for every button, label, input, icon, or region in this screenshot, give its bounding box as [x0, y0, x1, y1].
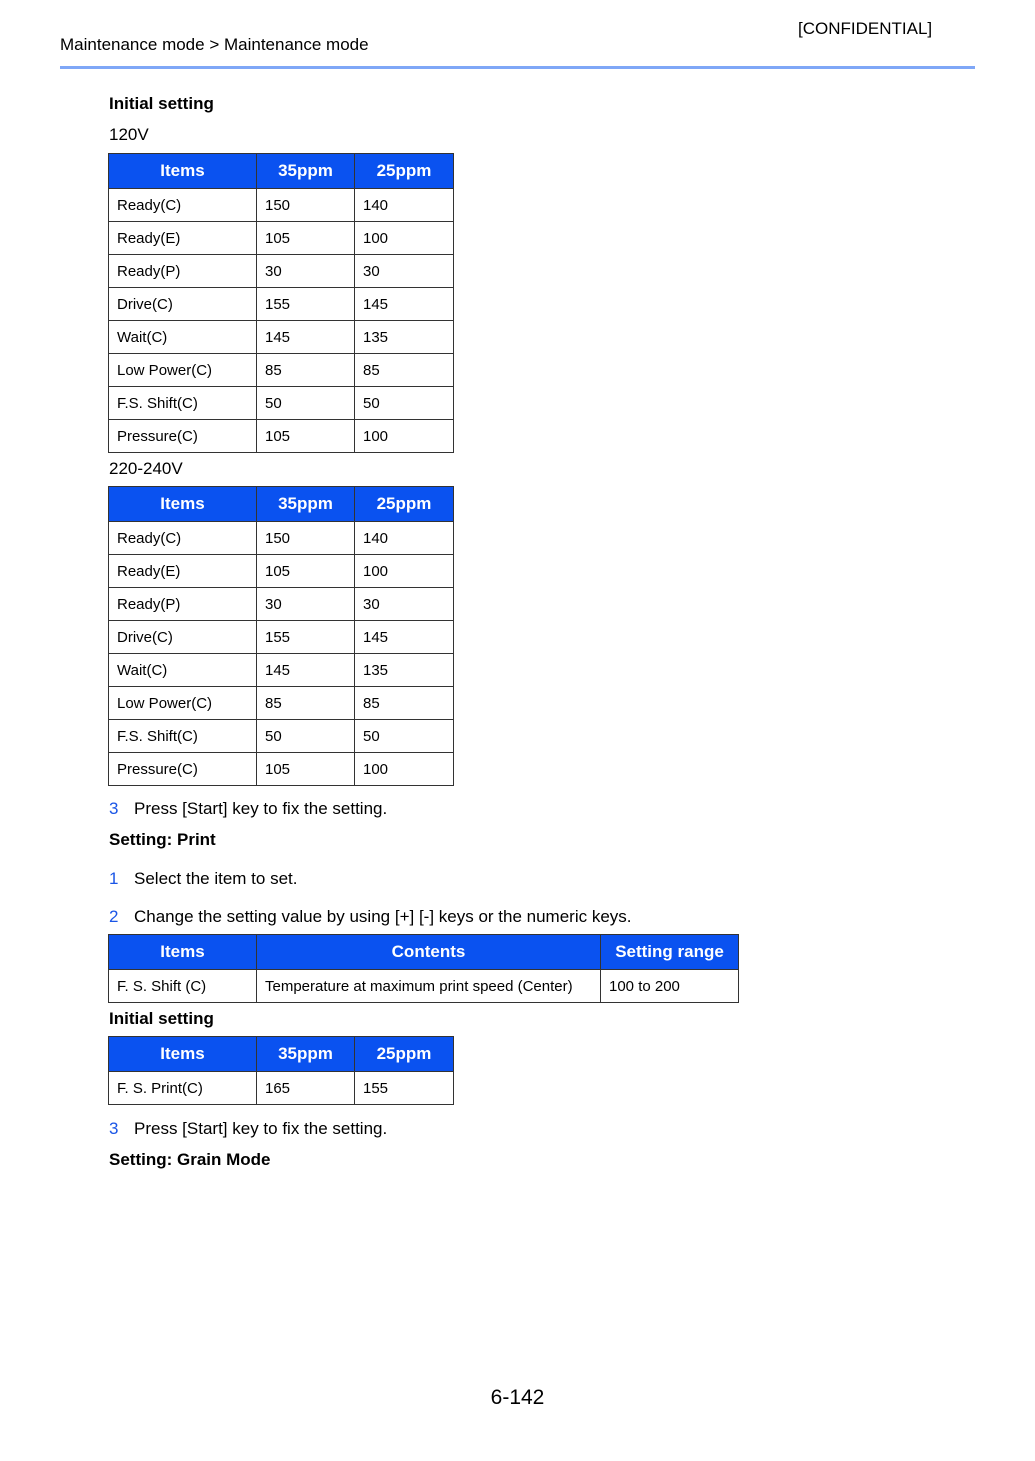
value-35ppm-cell: 155: [257, 288, 355, 321]
table-row: [109, 222, 454, 255]
item-cell: Pressure(C): [109, 753, 257, 786]
breadcrumb: Maintenance mode > Maintenance mode: [60, 35, 369, 54]
value-35ppm-cell: 30: [257, 255, 355, 288]
step-number: 1: [109, 869, 119, 888]
step-number: 3: [109, 1119, 119, 1138]
voltage-220-label: 220-240V: [109, 459, 183, 478]
item-cell: F. S. Print(C): [109, 1072, 257, 1105]
item-cell: F.S. Shift(C): [109, 720, 257, 753]
value-25ppm-cell: 100: [355, 753, 454, 786]
table-header-row: [109, 154, 454, 189]
value-25ppm-cell: 135: [355, 654, 454, 687]
range-cell: 100 to 200: [601, 970, 739, 1003]
table-row: [109, 354, 454, 387]
column-header-25ppm: 25ppm: [355, 154, 454, 189]
table-row: [109, 753, 454, 786]
value-35ppm-cell: 50: [257, 720, 355, 753]
item-cell: Wait(C): [109, 654, 257, 687]
item-cell: Ready(E): [109, 222, 257, 255]
table-row: [109, 420, 454, 453]
value-35ppm-cell: 30: [257, 588, 355, 621]
table-row: [109, 189, 454, 222]
column-header-35ppm: 35ppm: [257, 154, 355, 189]
table-row: [109, 654, 454, 687]
step-3-fix-setting: [109, 799, 387, 819]
item-cell: F.S. Shift(C): [109, 387, 257, 420]
item-cell: F. S. Shift (C): [109, 970, 257, 1003]
step-number: 3: [109, 799, 119, 818]
value-35ppm-cell: 105: [257, 555, 355, 588]
column-header-setting-range: Setting range: [601, 935, 739, 970]
step-text: Press [Start] key to fix the setting.: [134, 799, 388, 818]
table-220v: [108, 486, 454, 786]
item-cell: Ready(C): [109, 522, 257, 555]
step-1-select-item: [109, 869, 297, 889]
value-35ppm-cell: 105: [257, 222, 355, 255]
table-row: [109, 288, 454, 321]
column-header-35ppm: 35ppm: [257, 1037, 355, 1072]
value-35ppm-cell: 150: [257, 189, 355, 222]
step-2-change-value: [109, 907, 632, 927]
table-120v: [108, 153, 454, 453]
table-row: [109, 687, 454, 720]
item-cell: Drive(C): [109, 288, 257, 321]
value-35ppm-cell: 145: [257, 654, 355, 687]
print-initial-table: [108, 1036, 454, 1105]
item-cell: Low Power(C): [109, 687, 257, 720]
table-header-row: [109, 487, 454, 522]
column-header-35ppm: 35ppm: [257, 487, 355, 522]
value-35ppm-cell: 105: [257, 420, 355, 453]
value-25ppm-cell: 100: [355, 222, 454, 255]
value-35ppm-cell: 145: [257, 321, 355, 354]
value-25ppm-cell: 100: [355, 555, 454, 588]
column-header-items: Items: [109, 1037, 257, 1072]
value-25ppm-cell: 85: [355, 687, 454, 720]
table-header-row: [109, 935, 739, 970]
column-header-25ppm: 25ppm: [355, 1037, 454, 1072]
value-35ppm-cell: 105: [257, 753, 355, 786]
column-header-25ppm: 25ppm: [355, 487, 454, 522]
column-header-items: Items: [109, 487, 257, 522]
value-25ppm-cell: 140: [355, 522, 454, 555]
value-35ppm-cell: 50: [257, 387, 355, 420]
table-row: [109, 555, 454, 588]
table-row: [109, 970, 739, 1003]
value-25ppm-cell: 30: [355, 255, 454, 288]
value-35ppm-cell: 150: [257, 522, 355, 555]
value-25ppm-cell: 100: [355, 420, 454, 453]
table-row: [109, 588, 454, 621]
table-header-row: [109, 1037, 454, 1072]
value-25ppm-cell: 30: [355, 588, 454, 621]
item-cell: Low Power(C): [109, 354, 257, 387]
table-row: [109, 1072, 454, 1105]
column-header-contents: Contents: [257, 935, 601, 970]
value-35ppm-cell: 85: [257, 687, 355, 720]
item-cell: Wait(C): [109, 321, 257, 354]
item-cell: Ready(E): [109, 555, 257, 588]
value-25ppm-cell: 145: [355, 288, 454, 321]
voltage-120-label: 120V: [109, 125, 149, 144]
table-row: [109, 387, 454, 420]
value-25ppm-cell: 140: [355, 189, 454, 222]
value-25ppm-cell: 50: [355, 387, 454, 420]
value-25ppm-cell: 85: [355, 354, 454, 387]
setting-range-table: [108, 934, 739, 1003]
confidential-label: [CONFIDENTIAL]: [798, 19, 933, 38]
initial-setting-heading-2: Initial setting: [109, 1009, 214, 1028]
table-row: [109, 522, 454, 555]
contents-cell: Temperature at maximum print speed (Center): [257, 970, 601, 1003]
column-header-items: Items: [109, 935, 257, 970]
setting-grain-mode-heading: Setting: Grain Mode: [109, 1150, 271, 1169]
step-number: 2: [109, 907, 119, 926]
value-25ppm-cell: 50: [355, 720, 454, 753]
item-cell: Ready(P): [109, 588, 257, 621]
header-divider: [60, 66, 975, 69]
table-row: [109, 321, 454, 354]
item-cell: Ready(P): [109, 255, 257, 288]
step-text: Select the item to set.: [134, 869, 298, 888]
step-text: Press [Start] key to fix the setting.: [134, 1119, 388, 1138]
setting-print-heading: Setting: Print: [109, 830, 216, 849]
value-35ppm-cell: 85: [257, 354, 355, 387]
page-number: 6-142: [490, 1386, 545, 1409]
table-row: [109, 621, 454, 654]
item-cell: Drive(C): [109, 621, 257, 654]
step-3-fix-setting-2: [109, 1119, 387, 1139]
table-row: [109, 255, 454, 288]
value-25ppm-cell: 135: [355, 321, 454, 354]
value-35ppm-cell: 155: [257, 621, 355, 654]
step-text: Change the setting value by using [+] [-] keys or the numeric keys.: [134, 907, 632, 926]
value-35ppm-cell: 165: [257, 1072, 355, 1105]
item-cell: Ready(C): [109, 189, 257, 222]
column-header-items: Items: [109, 154, 257, 189]
initial-setting-heading: Initial setting: [109, 94, 214, 113]
value-25ppm-cell: 145: [355, 621, 454, 654]
table-row: [109, 720, 454, 753]
value-25ppm-cell: 155: [355, 1072, 454, 1105]
item-cell: Pressure(C): [109, 420, 257, 453]
